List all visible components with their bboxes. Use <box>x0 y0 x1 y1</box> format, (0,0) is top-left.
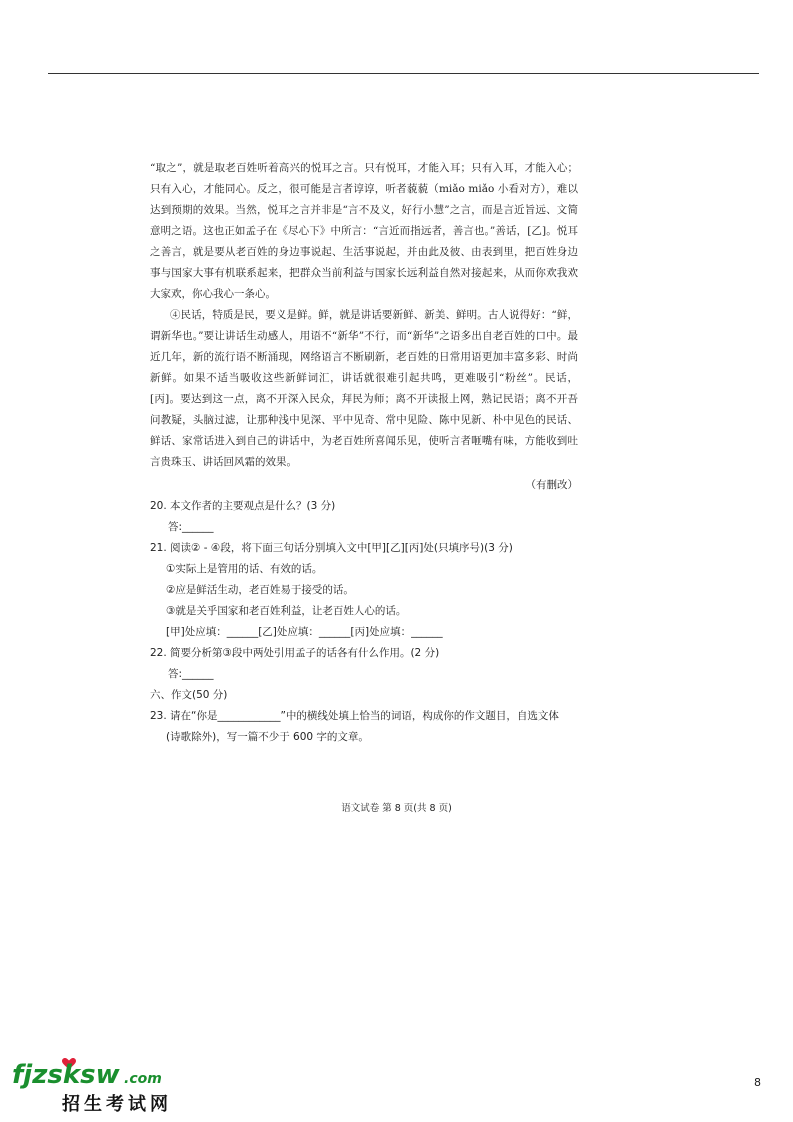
question-21-fill-blanks: [甲]处应填：______[乙]处应填：______[丙]处应填：______ <box>166 626 443 638</box>
passage-paragraph-3: “取之”，就是取老百姓听着高兴的悦耳之言。只有悦耳，才能入耳；只有入耳，才能入心；只有入心，才能同心。反之，很可能是言者谆谆，听者藐藐（miǎo miǎo 小看对方），难以达到预期的效果。当然，悦耳之言并非是“言不及义，好行小慧”之言，而是言近旨远、文简意明之语。这也正如孟子在《尽心下》中所言：“言近而指远者，善言也。”善话，[乙]。悦耳之善言，就是要从老百姓的身边事说起、生活事说起，并由此及彼、由表到里，把百姓身边事与国家大事有机联系起来，把群众当前利益与国家长远利益自然对接起来，从而你欢我欢大家欢，你心我心一条心。 <box>150 162 578 300</box>
logo-domain-suffix: .com <box>124 1071 162 1087</box>
page-footer: 语文试卷 第 8 页(共 8 页) <box>341 803 452 814</box>
question-22: 22. 简要分析第③段中两处引用孟子的话各有什么作用。(2 分) <box>150 647 440 659</box>
page-number: 8 <box>754 1076 761 1089</box>
logo-wordmark: fjzsksw <box>12 1060 120 1090</box>
passage-paragraph-4: ④民话，特质是民，要义是鲜。鲜，就是讲话要新鲜、新美、鲜明。古人说得好：“鲜，谓新华也。”要让讲话生动感人，用语不“新华”不行，而“新华”之语多出自老百姓的口中。最近几年，新的流行语不断涌现，网络语言不断刷新，老百姓的日常用语更加丰富多彩、时尚新鲜。如果不适当吸收这些新鲜词汇，讲话就很难引起共鸣，更难吸引“粉丝”。民话，[丙]。要达到这一点，离不开深入民众，拜民为师；离不开读报上网，熟记民语；离不开吾问教疑，头脑过滤，让那种浅中见深、平中见奇、常中见险、陈中见新、朴中见色的民话、鲜话、家常话进入到自己的讲话中，为老百姓所喜闻乐见，使听言者咂嘴有味，方能收到吐言贵珠玉、讲话回风霜的效果。 <box>150 309 578 468</box>
question-22-answer-blank: 答:______ <box>168 668 214 680</box>
question-23-line-1: 23. 请在“你是____________”中的横线处填上恰当的词语，构成你的作文题目，自选文体 <box>150 710 559 722</box>
edit-note: （有删改） <box>525 479 578 491</box>
question-21: 21. 阅读② - ④段，将下面三句话分别填入文中[甲][乙][丙]处(只填序号)(3 分) <box>150 542 513 554</box>
question-21-option-2: ②应是鲜活生动，老百姓易于接受的话。 <box>166 584 354 596</box>
document-body <box>150 158 578 748</box>
site-logo <box>12 1058 182 1118</box>
question-20: 20. 本文作者的主要观点是什么？(3 分) <box>150 500 336 512</box>
header-rule <box>48 73 759 74</box>
question-21-option-3: ③就是关乎国家和老百姓利益，让老百姓人心的话。 <box>166 605 407 617</box>
section-6-heading: 六、作文(50 分) <box>150 689 228 701</box>
logo-subtitle: 招生考试网 <box>62 1094 172 1115</box>
question-23-line-2: (诗歌除外)，写一篇不少于 600 字的文章。 <box>166 731 369 743</box>
question-20-answer-blank: 答:______ <box>168 521 214 533</box>
question-21-option-1: ①实际上是管用的话、有效的话。 <box>166 563 323 575</box>
